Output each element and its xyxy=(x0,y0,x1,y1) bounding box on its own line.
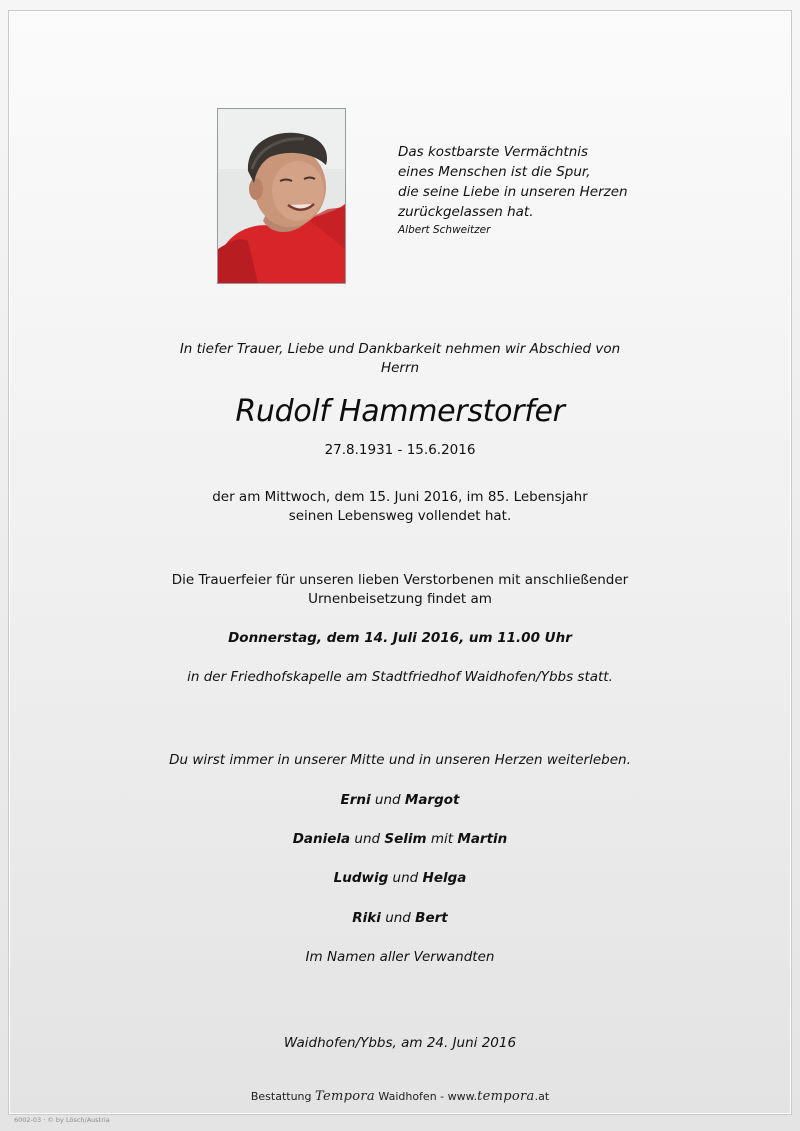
portrait-image xyxy=(218,109,345,283)
mourner-name: Selim xyxy=(384,831,427,847)
mourner-name: Margot xyxy=(404,792,460,808)
death-notice-line: seinen Lebensweg vollendet hat. xyxy=(288,508,512,524)
intro-text xyxy=(100,340,700,378)
mourner-line: Erni und Margot xyxy=(340,792,460,808)
mourner-name: Ludwig xyxy=(333,870,389,886)
quote-block xyxy=(398,142,698,238)
quote-line: zurückgelassen hat. xyxy=(398,204,534,220)
mourner-name: Riki xyxy=(352,910,381,926)
intro-line: In tiefer Trauer, Liebe und Dankbarkeit nehmen wir Abschied von xyxy=(179,341,621,357)
print-imprint: 6002-03 · © by Lösch/Austria xyxy=(14,1116,110,1124)
death-notice xyxy=(100,488,700,526)
mourner-name: Daniela xyxy=(292,831,351,847)
brand-logo-text: Tempora xyxy=(315,1089,375,1104)
portrait-photo xyxy=(217,108,346,284)
ceremony-line: Urnenbeisetzung findet am xyxy=(308,591,492,607)
deceased-name: Rudolf Hammerstorfer xyxy=(235,394,565,429)
place-date: Waidhofen/Ybbs, am 24. Juni 2016 xyxy=(283,1035,517,1051)
mourner-line: Riki und Bert xyxy=(352,910,448,926)
quote-line: eines Menschen ist die Spur, xyxy=(398,164,591,180)
quote-line: die seine Liebe in unseren Herzen xyxy=(398,184,628,200)
quote-author: Albert Schweitzer xyxy=(398,224,491,236)
intro-line: Herrn xyxy=(380,360,420,376)
ceremony-notice xyxy=(100,571,700,609)
ceremony-line: Die Trauerfeier für unseren lieben Verstorbenen mit anschließender xyxy=(171,572,629,588)
mourner-line: Daniela und Selim mit Martin xyxy=(292,831,508,847)
website-brand-text: tempora xyxy=(477,1089,535,1104)
funeral-home-footer: Bestattung Tempora Waidhofen - www.tempora.at xyxy=(250,1089,550,1104)
life-dates: 27.8.1931 - 15.6.2016 xyxy=(324,442,476,458)
mourner-name: Martin xyxy=(457,831,508,847)
mourner-name: Erni xyxy=(340,792,371,808)
farewell-line: Du wirst immer in unserer Mitte und in unseren Herzen weiterleben. xyxy=(169,752,631,768)
quote-line: Das kostbarste Vermächtnis xyxy=(398,144,589,160)
death-notice-line: der am Mittwoch, dem 15. Juni 2016, im 85. Lebensjahr xyxy=(212,489,588,505)
mourner-name: Helga xyxy=(422,870,467,886)
ceremony-location: in der Friedhofskapelle am Stadtfriedhof Waidhofen/Ybbs statt. xyxy=(187,669,613,685)
mourner-name: Bert xyxy=(415,910,448,926)
relatives-line: Im Namen aller Verwandten xyxy=(305,949,495,965)
mourner-line: Ludwig und Helga xyxy=(333,870,467,886)
ceremony-date-time: Donnerstag, dem 14. Juli 2016, um 11.00 Uhr xyxy=(228,630,572,646)
